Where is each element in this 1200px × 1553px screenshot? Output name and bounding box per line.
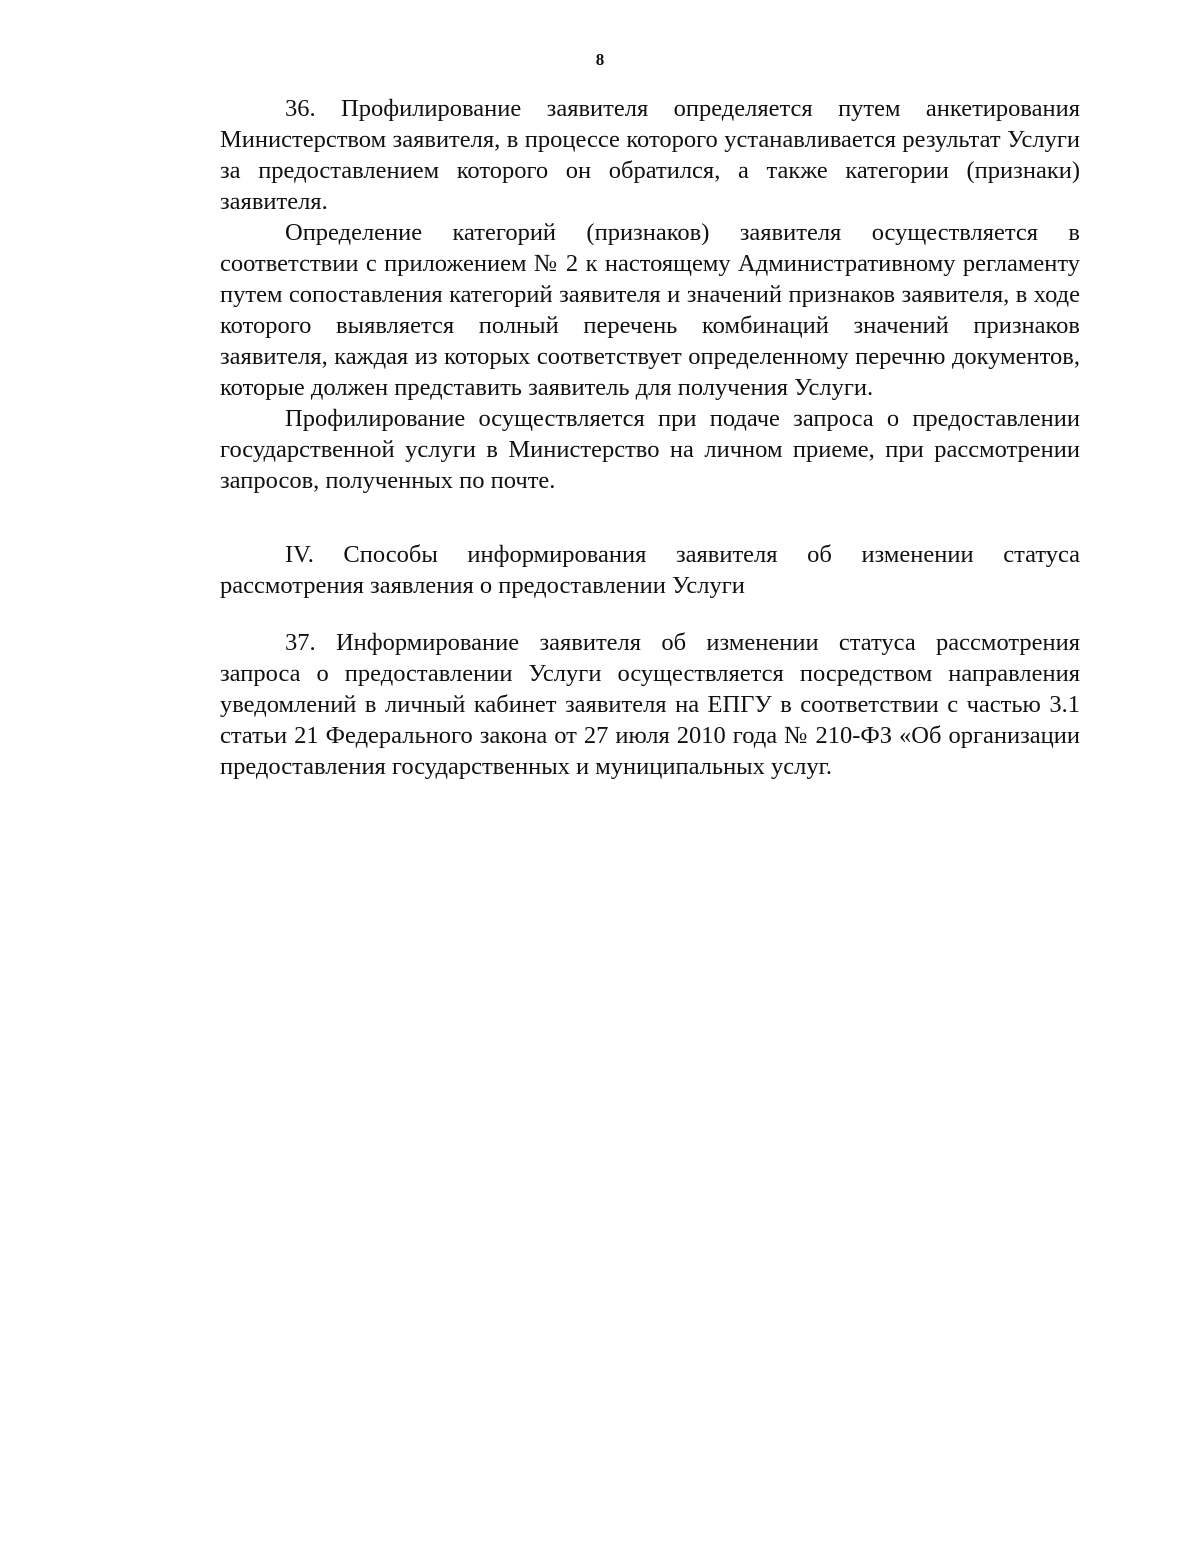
section-heading-block [220, 539, 1080, 601]
paragraph-37-block [220, 627, 1080, 782]
paragraph-37-informing: 37. Информирование заявителя об изменении статуса рассмотрения запроса о предоставлении Услуги осуществляется посредством направления уведомлений в личный кабинет заявителя на ЕПГУ в соответствии с частью 3.1 статьи 21 Федерального закона от 27 июля 2010 года № 210-ФЗ «Об организации предоставления государственных и муниципальных услуг. [220, 629, 1080, 780]
paragraph-36-block [220, 93, 1080, 496]
section-4-heading: IV. Способы информирования заявителя об изменении статуса рассмотрения заявления о предоставлении Услуги [220, 541, 1080, 599]
paragraph-36-categories: Определение категорий (признаков) заявителя осуществляется в соответствии с приложением № 2 к настоящему Административному регламенту путем сопоставления категорий заявителя и значений признаков заявителя, в ходе которого выявляется полный перечень комбинаций значений признаков заявителя, каждая из которых соответствует определенному перечню документов, которые должен представить заявитель для получения Услуги. [220, 219, 1080, 401]
paragraph-36-procedure: Профилирование осуществляется при подаче запроса о предоставлении государственной услуги в Министерство на личном приеме, при рассмотрении запросов, полученных по почте. [220, 405, 1080, 494]
page-number: 8 [595, 50, 605, 69]
paragraph-36-profiling: 36. Профилирование заявителя определяется путем анкетирования Министерством заявителя, в процессе которого устанавливается результат Услуги за предоставлением которого он обратился, а также категории (признаки) заявителя. [220, 95, 1080, 215]
